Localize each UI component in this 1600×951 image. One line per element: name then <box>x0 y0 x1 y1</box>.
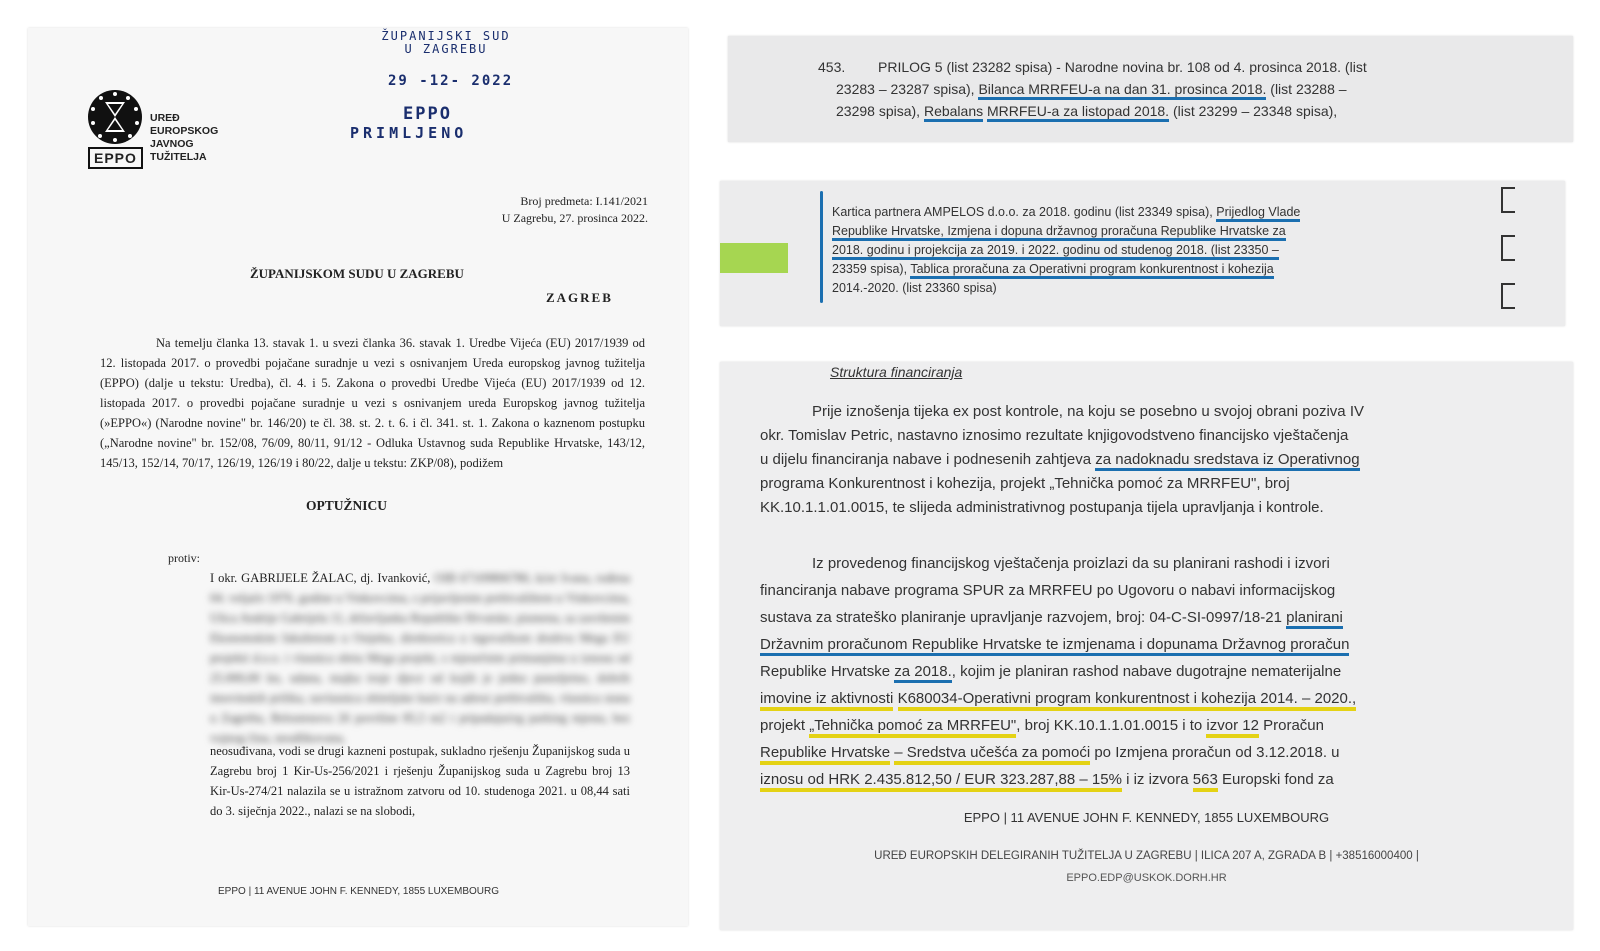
addressee: ŽUPANIJSKOM SUDU U ZAGREBU <box>250 266 464 281</box>
eppo-logo <box>88 90 143 169</box>
logo-line-2: EUROPSKOG <box>150 125 219 137</box>
p2-line-9c: 563 <box>1193 771 1218 792</box>
excerpt-1-line-3b: Rebalans <box>924 103 983 122</box>
redacted-personal-data: OIB 67109806780, kćer Ivana, rođena 04. veljače 1976. godine u Vinkovcima, s prijavljenim prebivalištem u Vinkovcima, Ulica Andrije Gabrijela 11, državljanka Republike Hrvatske, pismena, sa završenim Ekonomskim fakultetom u Osijeku, direktorica u trgovačkom društvu Mega EU projekti d.o.o. i vlasnica obrta Mega projekt, s mjesečnim primanjima u iznosu od 25.000,00 kn, udana, majka troje djece od kojih je jedno punoljetno, dobrih imovinskih prilika, suvlasnica obiteljske kuće na adresi prebivališta, vlasnica stana u Zagrebu, Belostenova 26 površine 85,5 m2 i pripadajućeg parking mjesta, bez vojnog čina, neodlikovana, <box>210 571 631 745</box>
indictment-page <box>28 28 688 926</box>
footer-office: UREĐ EUROPSKIH DELEGIRANIH TUŽITELJA U ZAGREBU | ILICA 207 A, ZGRADA B | +38516000400 | <box>874 850 1419 862</box>
stamp-city <box>346 43 546 56</box>
excerpt-2-line-4a: 23359 spisa), <box>832 262 908 276</box>
left-footer: EPPO | 11 AVENUE JOHN F. KENNEDY, 1855 LUXEMBOURG <box>218 886 500 897</box>
excerpt-1-text <box>818 56 1573 122</box>
eppo-emblem-icon <box>88 90 142 144</box>
item-number: 453. <box>818 59 846 75</box>
p2-line-3b: planirani <box>1286 609 1343 629</box>
p1-line-1: Prije iznošenja tijeka ex post kontrole, na koju se posebno u svojoj obrani poziva IV <box>812 403 1364 420</box>
p2-line-5c: , kojim je planiran rashod nabave dugotrajne nematerijalne <box>951 663 1342 680</box>
excerpt-1-line-3d: (list 23299 – 23348 spisa), <box>1172 103 1338 119</box>
stamp-date: 29 -12- 2022 <box>388 73 514 89</box>
p2-line-2: financiranja nabave programa SPUR za MRRFEU po Ugovoru o nabavi informacijskog <box>760 582 1336 599</box>
paragraph-2 <box>760 550 1540 793</box>
p2-line-8b: – Sredstva učešća za pomoći <box>894 744 1090 765</box>
excerpt-1-line-2c: (list 23288 – <box>1270 81 1347 97</box>
logo-line-4: TUŽITELJA <box>150 151 207 163</box>
excerpt-2-line-2: Republike Hrvatske, Izmjena i dopuna državnog proračuna Republike Hrvatske za <box>832 224 1286 241</box>
excerpt-1-line-1: PRILOG 5 (list 23282 spisa) - Narodne novina br. 108 od 4. prosinca 2018. (list <box>878 59 1367 75</box>
p2-line-8a: Republike Hrvatske <box>760 744 890 765</box>
excerpt-2-text <box>832 203 1472 298</box>
excerpt-attachments-1 <box>728 36 1573 142</box>
logo-line-1: UREĐ <box>150 112 180 124</box>
p2-line-6b: K680034-Operativni program konkurentnost i kohezija 2014. – 2020., <box>898 690 1357 711</box>
p2-line-7b: „Tehnička pomoć za MRRFEU" <box>809 717 1016 738</box>
p2-line-7a: projekt <box>760 717 806 734</box>
footer-address: EPPO | 11 AVENUE JOHN F. KENNEDY, 1855 LUXEMBOURG <box>963 810 1330 825</box>
court-stamp <box>346 30 546 56</box>
p2-line-9a: iznosu od HRK 2.435.812,50 / EUR 323.287,88 – 15% <box>760 771 1122 792</box>
excerpt-2-line-3: 2018. godinu i projekcija za 2019. i 2022. godinu od studenog 2018. (list 23350 – <box>832 243 1279 260</box>
section-heading: Struktura financiranja <box>830 364 963 380</box>
p1-line-3b: za nadoknadu sredstava iz Operativnog <box>1095 451 1359 471</box>
logo-line-3: JAVNOG <box>150 138 194 150</box>
p2-line-7e: Proračun <box>1263 717 1324 734</box>
excerpt-2-line-1b: Prijedlog Vlade <box>1216 205 1300 222</box>
binder-clips <box>1501 187 1515 315</box>
p2-line-5a: Republike Hrvatske <box>760 663 891 680</box>
eppo-logo-abbr: EPPO <box>88 147 143 169</box>
intro-paragraph: Na temelju članka 13. stavak 1. u svezi članka 36. stavak 1. Uredbe Vijeća (EU) 2017/1939 od 12. listopada 2017. o provedbi pojačane suradnje u vezi s osnivanjem Ureda europskog javnog tužitelja (EPPO) (dalje u tekstu: Uredba), čl. 4. i 5. Zakona o provedbi Uredbe Vijeća (EU) 2017/1939 od 12. listopada 2017. o provedbi pojačane suradnje u vezi s osnivanjem ureda Europskog javnog tužitelja (»EPPO«) (Narodne novine" br. 146/20) te čl. 38. st. 2. t. 6. i čl. 341. st. 1. Zakona o kaznenom postupku („Narodne novine" br. 152/08, 76/09, 80/11, 91/12 - Odluka Ustavnog suda Republike Hrvatske, 143/12, 145/13, 152/14, 70/17, 126/19, 126/19 i 80/22, dalje u tekstu: ZKP/08), podižem <box>100 336 645 470</box>
addressee-city: ZAGREB <box>546 290 613 305</box>
against-label: protiv: <box>168 551 200 565</box>
footer-email: EPPO.EDP@USKOK.DORH.HR <box>1066 872 1227 884</box>
p2-line-3a: sustava za strateško planiranje upravljanje razvojem, broj: 04-C-SI-0997/18-21 <box>760 609 1282 626</box>
defendant-name: I okr. GABRIJELE ŽALAC, dj. Ivanković, <box>210 571 431 585</box>
excerpt-financing-structure <box>720 362 1573 930</box>
margin-mark <box>820 191 823 303</box>
p1-line-3a: u dijelu financiranja nabave i podnesenih zahtjeva <box>760 451 1092 468</box>
defendant-closing: neosuđivana, vodi se drugi kazneni postupak, sukladno rješenju Županijskog suda u Zagrebu broj 1 Kir-Us-256/2021 i rješenju Županijskog suda u Zagrebu broj 13 Kir-Us-274/21 nalazila se u istražnom zatvoru od 10. studenoga 2021. u 08,44 sati do 3. siječnja 2022., nalazi se na slobodi, <box>210 744 630 818</box>
eppo-logo-text <box>150 112 218 164</box>
excerpt-2-line-5: 2014.-2020. (list 23360 spisa) <box>832 281 997 295</box>
p2-line-7c: , broj KK.10.1.1.01.0015 i to <box>1016 717 1203 734</box>
p2-line-6a: imovine iz aktivnosti <box>760 690 893 711</box>
p1-line-5: KK.10.1.1.01.0015, te slijeda administrativnog postupanja tijela upravljanja i kontrole. <box>760 499 1324 516</box>
stamp-city-text: U ZAGREBU <box>404 42 488 56</box>
p1-line-2: okr. Tomislav Petric, nastavno iznosimo rezultate knjigovodstveno financijsko vještačenja <box>760 427 1349 444</box>
defendant-block <box>210 568 630 748</box>
case-header <box>502 193 648 227</box>
p2-line-9b: i iz izvora <box>1126 771 1189 788</box>
place-date: U Zagrebu, 27. prosinca 2022. <box>501 211 648 225</box>
green-highlight-tab <box>720 243 788 273</box>
p2-line-5b: za 2018. <box>894 663 952 683</box>
excerpt-1-line-2a: 23283 – 23287 spisa), <box>836 81 975 97</box>
p2-line-4: Državnim proračunom Republike Hrvatske te izmjenama i dopunama Državnog proračun <box>760 636 1349 656</box>
stamp-court: ŽUPANIJSKI SUD <box>381 29 511 43</box>
p2-line-8c: po Izmjena proračun od 3.12.2018. u <box>1094 744 1340 761</box>
p1-line-4: programa Konkurentnost i kohezija, projekt „Tehnička pomoć za MRRFEU", broj <box>760 475 1290 492</box>
excerpt-2-line-4b: Tablica proračuna za Operativni program konkurentnost i kohezija <box>910 262 1273 279</box>
p2-line-7d: izvor 12 <box>1206 717 1259 738</box>
excerpt-2-line-1a: Kartica partnera AMPELOS d.o.o. za 2018. godinu (list 23349 spisa), <box>832 205 1213 219</box>
document-heading: OPTUŽNICU <box>306 498 388 513</box>
excerpt-1-line-3c: MRRFEU-a za listopad 2018. <box>987 103 1169 122</box>
stamp-received: PRIMLJENO <box>350 124 468 142</box>
excerpt-attachments-2 <box>720 181 1565 326</box>
excerpt-1-line-2b: Bilanca MRRFEU-a na dan 31. prosinca 2018. <box>978 81 1266 100</box>
stamp-org: EPPO <box>403 104 452 124</box>
case-number: Broj predmeta: I.141/2021 <box>520 194 648 208</box>
p2-line-9d: Europski fond za <box>1221 771 1334 788</box>
excerpt-1-line-3a: 23298 spisa), <box>836 103 921 119</box>
paragraph-1 <box>760 400 1520 520</box>
p2-line-1: Iz provedenog financijskog vještačenja proizlazi da su planirani rashodi i izvori <box>812 555 1330 572</box>
